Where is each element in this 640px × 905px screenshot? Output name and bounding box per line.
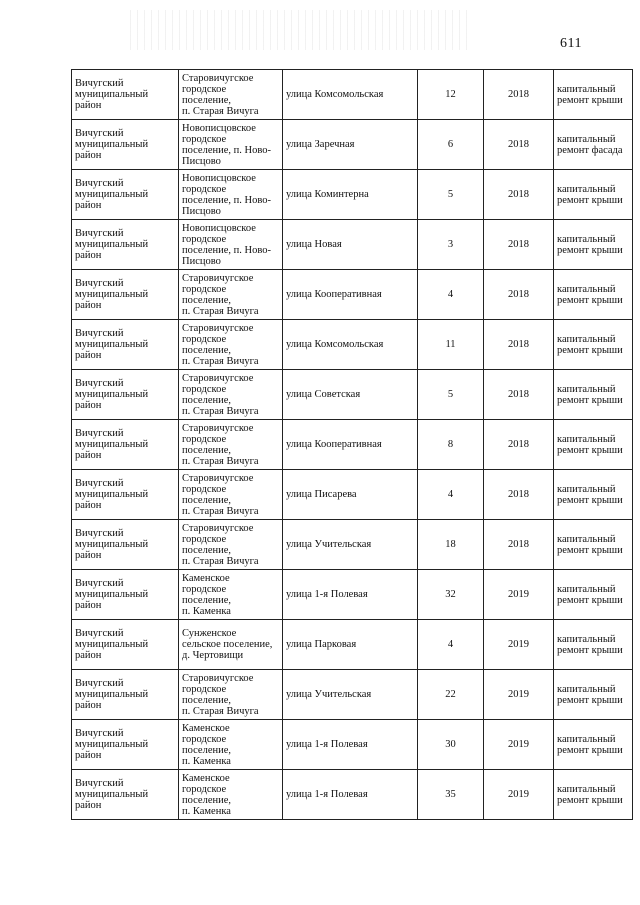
street-cell-text: улица Комсомольская [286,339,384,350]
work-type-cell-text: капитальный ремонт крыши [557,433,623,456]
street-cell [283,520,418,570]
settlement-cell [179,570,283,620]
year-cell-text: 2019 [508,589,529,600]
year-cell [484,770,554,820]
street-cell-text: улица Заречная [286,139,355,150]
year-cell-text: 2018 [508,489,529,500]
house-number-cell-text: 30 [445,739,456,750]
year-cell [484,320,554,370]
settlement-cell-text: Старовичугское городское поселение, п. Старая Вичуга [182,522,259,567]
year-cell-text: 2018 [508,439,529,450]
house-number-cell [418,720,484,770]
street-cell-text: улица 1-я Полевая [286,789,368,800]
house-number-cell-text: 35 [445,789,456,800]
settlement-cell-text: Старовичугское городское поселение, п. Старая Вичуга [182,472,259,517]
settlement-cell-text: Новописцовское городское поселение, п. Ново- Писцово [182,222,271,267]
street-cell-text: улица Учительская [286,539,372,550]
year-cell [484,170,554,220]
work-type-cell [554,720,633,770]
settlement-cell [179,120,283,170]
work-type-cell-text: капитальный ремонт крыши [557,183,623,206]
house-number-cell [418,620,484,670]
year-cell-text: 2018 [508,89,529,100]
street-cell [283,670,418,720]
district-cell-text: Вичугский муниципальный район [75,178,149,211]
settlement-cell [179,620,283,670]
year-cell [484,70,554,120]
district-cell [72,570,179,620]
house-number-cell-text: 12 [445,89,456,100]
street-cell-text: улица Парковая [286,639,357,650]
settlement-cell-text: Старовичугское городское поселение, п. Старая Вичуга [182,272,259,317]
street-cell-text: улица Учительская [286,689,372,700]
house-number-cell-text: 5 [447,389,454,400]
work-type-cell [554,270,633,320]
district-cell-text: Вичугский муниципальный район [75,778,149,811]
settlement-cell [179,420,283,470]
district-cell [72,320,179,370]
house-number-cell [418,370,484,420]
house-number-cell-text: 6 [447,139,454,150]
work-type-cell [554,770,633,820]
year-cell [484,620,554,670]
house-number-cell-text: 32 [445,589,456,600]
settlement-cell-text: Каменское городское поселение, п. Каменка [182,772,232,817]
street-cell [283,720,418,770]
street-cell-text: улица Кооперативная [286,439,382,450]
settlement-cell-text: Старовичугское городское поселение, п. Старая Вичуга [182,422,259,467]
page-number: 611 [560,36,582,51]
settlement-cell [179,520,283,570]
year-cell-text: 2018 [508,339,529,350]
district-cell-text: Вичугский муниципальный район [75,628,149,661]
year-cell-text: 2018 [508,139,529,150]
work-type-cell [554,520,633,570]
street-cell [283,770,418,820]
district-cell-text: Вичугский муниципальный район [75,378,149,411]
district-cell-text: Вичугский муниципальный район [75,228,149,261]
district-cell-text: Вичугский муниципальный район [75,578,149,611]
work-type-cell-text: капитальный ремонт крыши [557,683,623,706]
year-cell [484,520,554,570]
district-cell [72,670,179,720]
settlement-cell [179,220,283,270]
house-number-cell-text: 4 [447,289,454,300]
settlement-cell [179,370,283,420]
work-type-cell-text: капитальный ремонт крыши [557,533,623,556]
year-cell [484,670,554,720]
settlement-cell-text: Старовичугское городское поселение, п. Старая Вичуга [182,322,259,367]
street-cell [283,620,418,670]
work-type-cell [554,670,633,720]
year-cell [484,470,554,520]
settlement-cell-text: Старовичугское городское поселение, п. Старая Вичуга [182,72,259,117]
district-cell [72,170,179,220]
street-cell-text: улица Писарева [286,489,357,500]
house-number-cell-text: 18 [445,539,456,550]
year-cell-text: 2018 [508,389,529,400]
settlement-cell-text: Старовичугское городское поселение, п. Старая Вичуга [182,672,259,717]
house-number-cell-text: 11 [445,339,456,350]
year-cell-text: 2019 [508,689,529,700]
settlement-cell-text: Сунженское сельское поселение, д. Чертовищи [182,628,273,661]
work-type-cell [554,170,633,220]
street-cell-text: улица 1-я Полевая [286,739,368,750]
work-type-cell-text: капитальный ремонт крыши [557,583,623,606]
house-number-cell [418,770,484,820]
house-number-cell [418,570,484,620]
year-cell [484,720,554,770]
house-number-cell [418,670,484,720]
street-cell-text: улица Коминтерна [286,189,369,200]
house-number-cell-text: 4 [447,639,454,650]
table-row [72,720,633,770]
settlement-cell [179,670,283,720]
street-cell-text: улица Новая [286,239,342,250]
work-type-cell [554,220,633,270]
table-row [72,170,633,220]
work-type-cell-text: капитальный ремонт крыши [557,733,623,756]
district-cell [72,470,179,520]
settlement-cell [179,470,283,520]
district-cell [72,120,179,170]
street-cell [283,470,418,520]
work-type-cell [554,370,633,420]
settlement-cell-text: Каменское городское поселение, п. Каменка [182,722,232,767]
table-row [72,420,633,470]
street-cell [283,120,418,170]
district-cell [72,70,179,120]
scan-noise [130,10,470,50]
table-row [72,120,633,170]
house-number-cell-text: 22 [445,689,456,700]
work-type-cell-text: капитальный ремонт крыши [557,83,623,106]
table-row [72,620,633,670]
table-row [72,370,633,420]
settlement-cell [179,170,283,220]
house-number-cell-text: 5 [447,189,454,200]
year-cell-text: 2019 [508,739,529,750]
house-number-cell [418,170,484,220]
district-cell [72,720,179,770]
settlement-cell [179,70,283,120]
settlement-cell [179,770,283,820]
district-cell [72,770,179,820]
work-type-cell-text: капитальный ремонт крыши [557,333,623,356]
work-type-cell-text: капитальный ремонт крыши [557,283,623,306]
work-type-cell-text: капитальный ремонт крыши [557,383,623,406]
street-cell-text: улица Кооперативная [286,289,382,300]
work-type-cell [554,570,633,620]
year-cell-text: 2018 [508,539,529,550]
district-cell-text: Вичугский муниципальный район [75,278,149,311]
work-type-cell-text: капитальный ремонт крыши [557,783,623,806]
year-cell [484,120,554,170]
work-type-cell [554,470,633,520]
street-cell [283,270,418,320]
settlement-cell [179,270,283,320]
work-type-cell [554,120,633,170]
table-row [72,520,633,570]
year-cell [484,420,554,470]
settlement-cell-text: Каменское городское поселение, п. Каменка [182,572,232,617]
district-cell-text: Вичугский муниципальный район [75,428,149,461]
work-type-cell-text: капитальный ремонт крыши [557,483,623,506]
house-number-cell-text: 8 [447,439,454,450]
year-cell [484,570,554,620]
district-cell [72,370,179,420]
year-cell-text: 2018 [508,239,529,250]
district-cell-text: Вичугский муниципальный район [75,328,149,361]
house-number-cell [418,420,484,470]
registry-table-body [72,70,633,820]
work-type-cell [554,70,633,120]
district-cell-text: Вичугский муниципальный район [75,528,149,561]
work-type-cell-text: капитальный ремонт фасада [557,133,623,156]
house-number-cell [418,120,484,170]
table-row [72,320,633,370]
settlement-cell-text: Старовичугское городское поселение, п. Старая Вичуга [182,372,259,417]
year-cell-text: 2019 [508,639,529,650]
work-type-cell [554,320,633,370]
house-number-cell-text: 4 [447,489,454,500]
table-row [72,470,633,520]
house-number-cell [418,320,484,370]
settlement-cell-text: Новописцовское городское поселение, п. Ново- Писцово [182,122,271,167]
district-cell [72,270,179,320]
work-type-cell [554,620,633,670]
street-cell-text: улица Советская [286,389,361,400]
district-cell-text: Вичугский муниципальный район [75,78,149,111]
street-cell [283,170,418,220]
settlement-cell-text: Новописцовское городское поселение, п. Ново- Писцово [182,172,271,217]
year-cell [484,220,554,270]
street-cell-text: улица Комсомольская [286,89,384,100]
district-cell-text: Вичугский муниципальный район [75,478,149,511]
district-cell-text: Вичугский муниципальный район [75,128,149,161]
year-cell-text: 2019 [508,789,529,800]
district-cell [72,520,179,570]
house-number-cell [418,270,484,320]
year-cell [484,270,554,320]
table-row [72,70,633,120]
street-cell [283,570,418,620]
house-number-cell [418,470,484,520]
work-type-cell-text: капитальный ремонт крыши [557,633,623,656]
year-cell-text: 2018 [508,189,529,200]
street-cell-text: улица 1-я Полевая [286,589,368,600]
table-row [72,770,633,820]
district-cell [72,220,179,270]
house-number-cell-text: 3 [447,239,454,250]
street-cell [283,220,418,270]
year-cell [484,370,554,420]
district-cell [72,620,179,670]
table-row [72,670,633,720]
house-number-cell [418,520,484,570]
house-number-cell [418,70,484,120]
table-row [72,570,633,620]
district-cell [72,420,179,470]
work-type-cell-text: капитальный ремонт крыши [557,233,623,256]
district-cell-text: Вичугский муниципальный район [75,678,149,711]
settlement-cell [179,320,283,370]
street-cell [283,70,418,120]
street-cell [283,370,418,420]
repair-registry-table [71,69,633,820]
street-cell [283,320,418,370]
work-type-cell [554,420,633,470]
district-cell-text: Вичугский муниципальный район [75,728,149,761]
table-row [72,270,633,320]
settlement-cell [179,720,283,770]
table-row [72,220,633,270]
street-cell [283,420,418,470]
house-number-cell [418,220,484,270]
year-cell-text: 2018 [508,289,529,300]
